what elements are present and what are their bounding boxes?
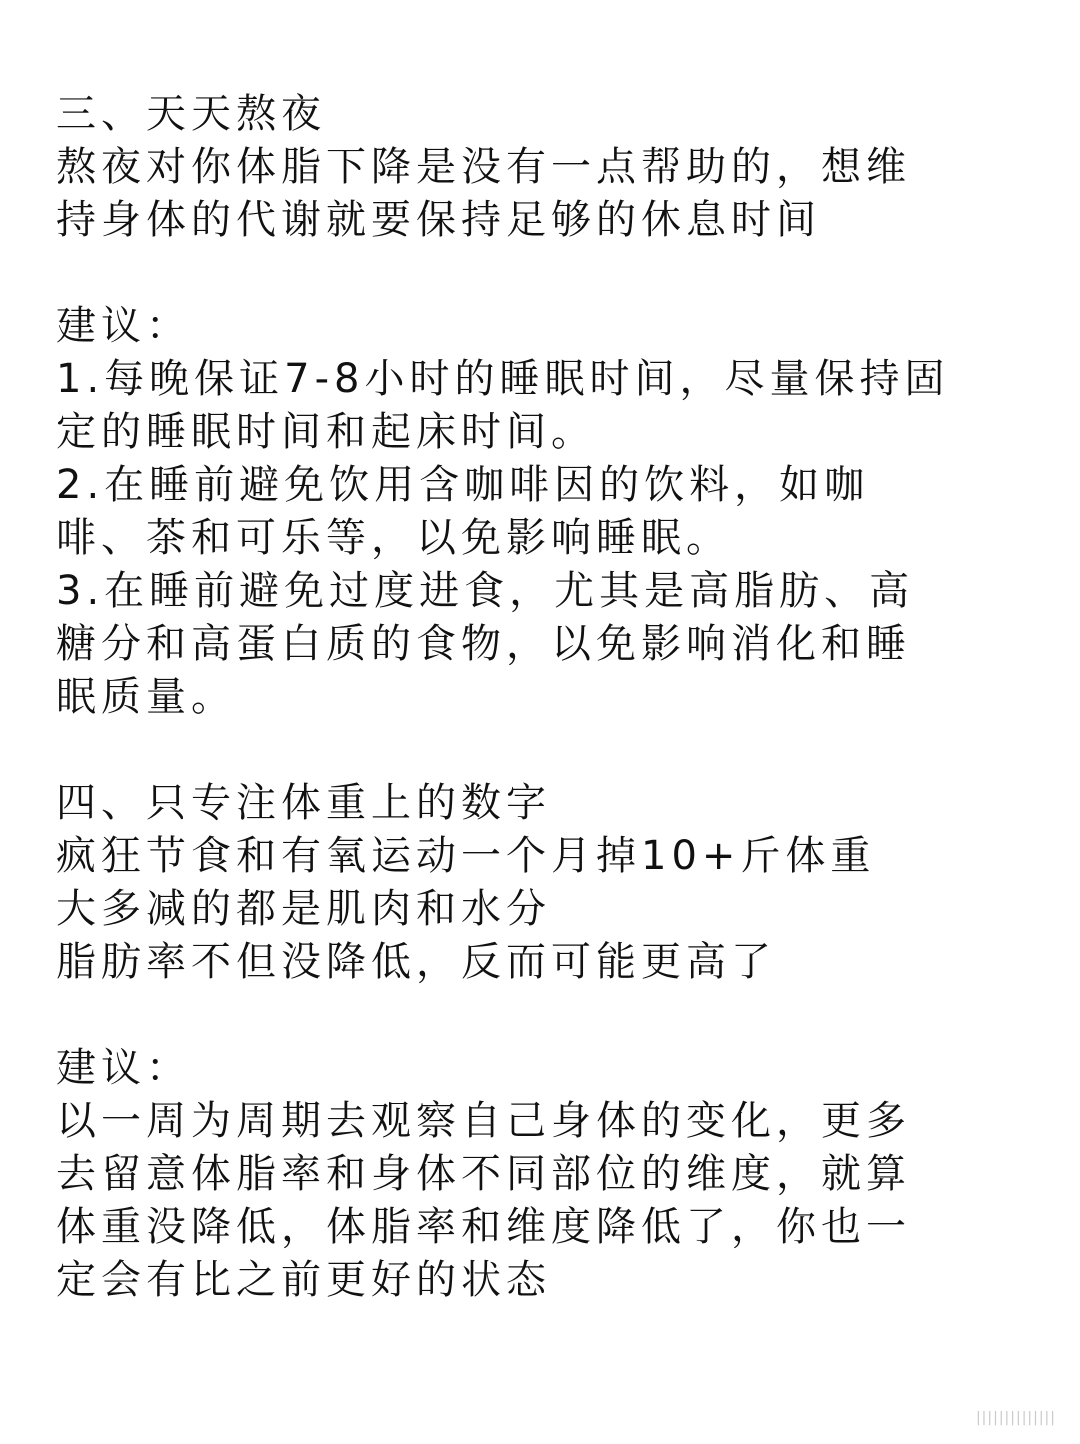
- section-4-advice-label: 建议：: [56, 1045, 191, 1091]
- section-3-advice-line-5: 3.在睡前避免过度进食，尤其是高脂肪、高: [56, 568, 915, 614]
- section-4-heading: 四、只专注体重上的数字: [56, 780, 551, 826]
- article: [56, 88, 1046, 1307]
- watermark: ||||||||||||||: [975, 1410, 1056, 1426]
- section-4: [56, 777, 1046, 1307]
- section-3-advice-line-2: 定的睡眠时间和起床时间。: [56, 409, 596, 455]
- section-4-advice-line-3: 体重没降低，体脂率和维度降低了，你也一: [56, 1204, 911, 1250]
- section-3-advice-line-7: 眠质量。: [56, 674, 236, 720]
- spacer: [56, 989, 1046, 1042]
- section-3-advice-label: 建议：: [56, 303, 191, 349]
- section-4-advice-line-4: 定会有比之前更好的状态: [56, 1257, 551, 1303]
- section-3-body-line-2: 持身体的代谢就要保持足够的休息时间: [56, 197, 821, 243]
- section-4-advice-line-2: 去留意体脂率和身体不同部位的维度，就算: [56, 1151, 911, 1197]
- section-3-advice-line-6: 糖分和高蛋白质的食物，以免影响消化和睡: [56, 621, 911, 667]
- section-3-advice-line-4: 啡、茶和可乐等，以免影响睡眠。: [56, 515, 731, 561]
- section-3-advice-line-1: 1.每晚保证7-8小时的睡眠时间，尽量保持固: [56, 356, 950, 402]
- section-3-advice-line-3: 2.在睡前避免饮用含咖啡因的饮料，如咖: [56, 462, 870, 508]
- section-3-heading: 三、天天熬夜: [56, 91, 326, 137]
- section-4-advice-line-1: 以一周为周期去观察自己身体的变化，更多: [56, 1098, 911, 1144]
- section-3-body-line-1: 熬夜对你体脂下降是没有一点帮助的，想维: [56, 144, 911, 190]
- section-4-body-line-2: 大多减的都是肌肉和水分: [56, 886, 551, 932]
- spacer: [56, 724, 1046, 777]
- section-4-body-line-1: 疯狂节食和有氧运动一个月掉10+斤体重: [56, 833, 876, 879]
- spacer: [56, 247, 1046, 300]
- section-4-body-line-3: 脂肪率不但没降低，反而可能更高了: [56, 939, 776, 985]
- section-3: [56, 88, 1046, 724]
